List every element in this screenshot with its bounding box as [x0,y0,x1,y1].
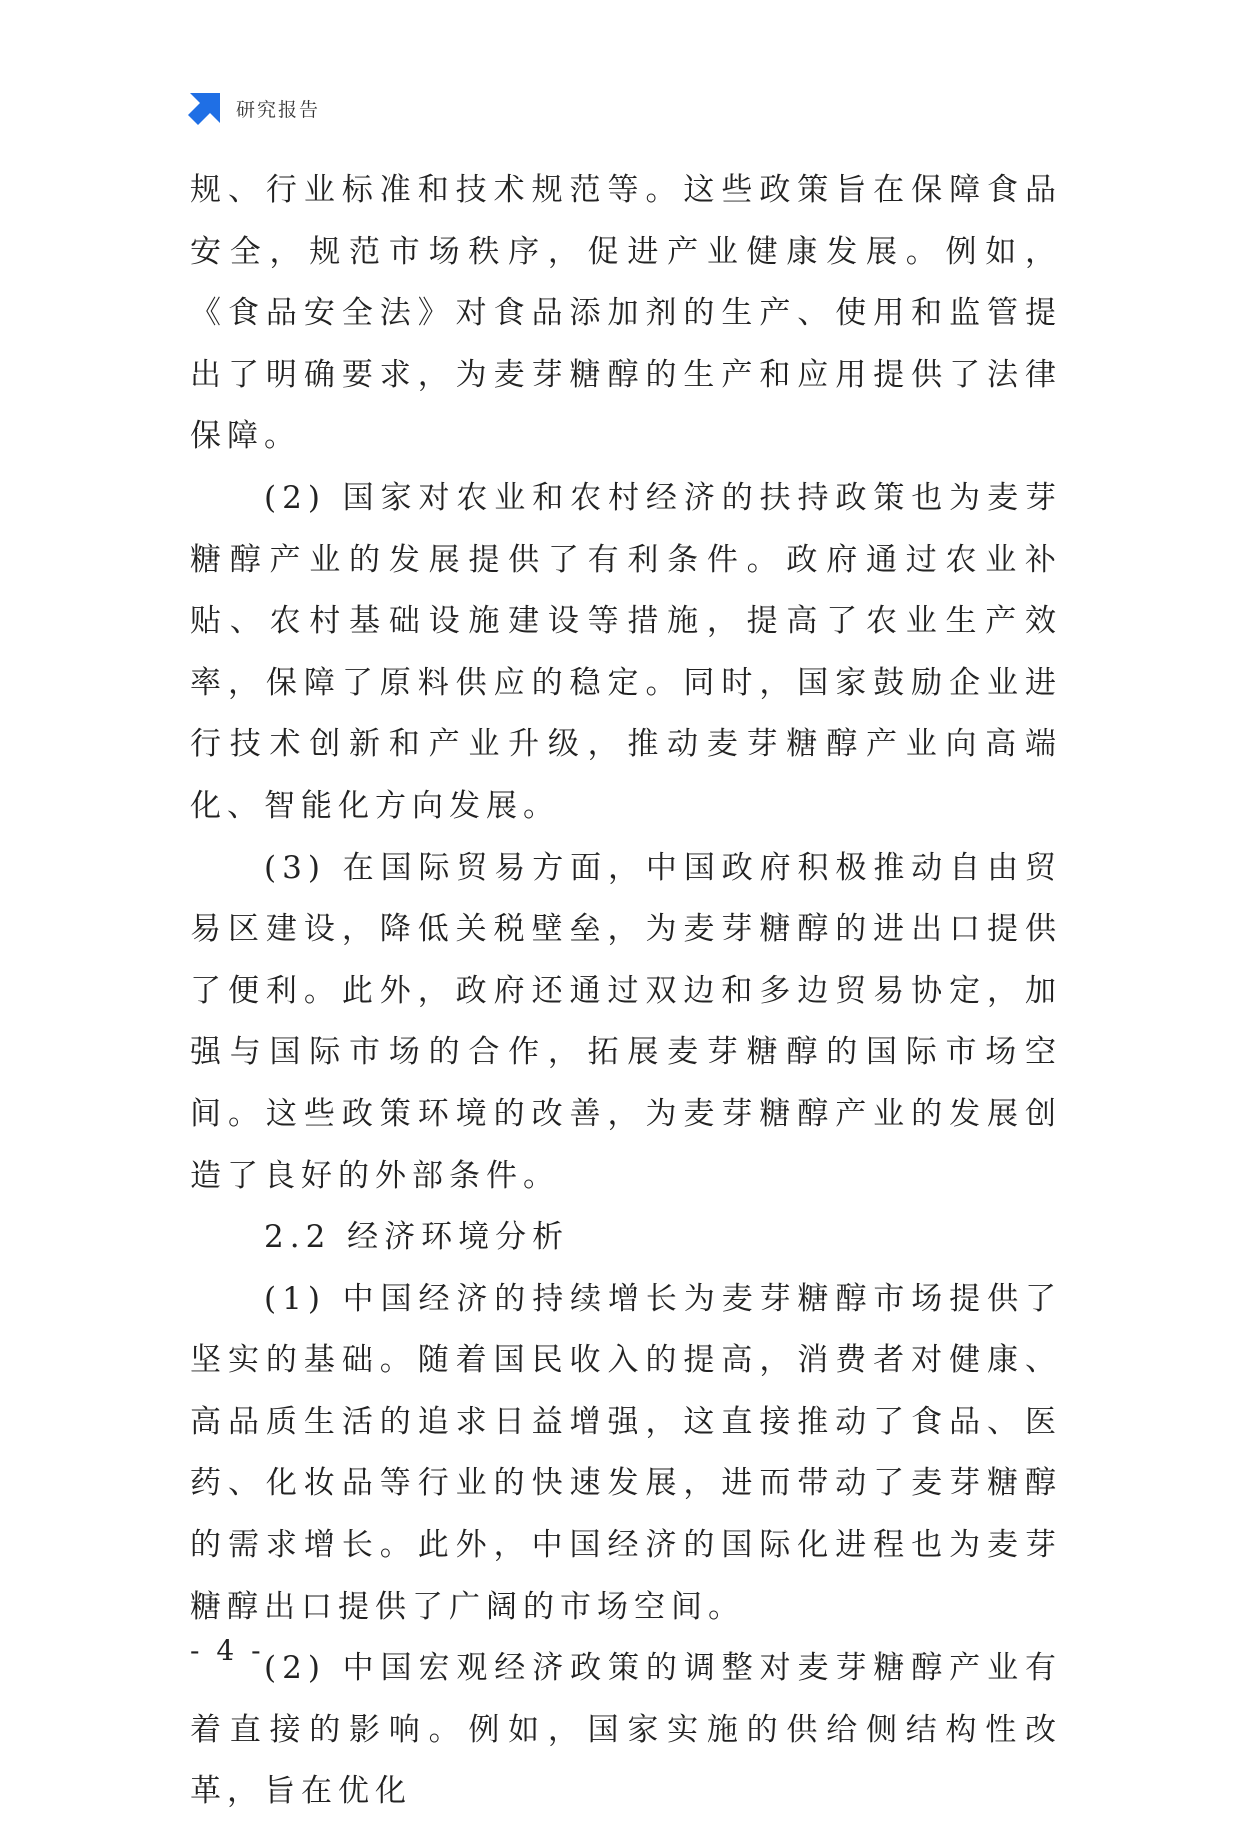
paragraph: (2) 国家对农业和农村经济的扶持政策也为麦芽糖醇产业的发展提供了有利条件。政府通过农业补贴、农村基础设施建设等措施，提高了农业生产效率，保障了原料供应的稳定。同时，国家鼓励企业进行技术创新和产业升级，推动麦芽糖醇产业向高端化、智能化方向发展。 [190,479,1062,824]
page-number: - 4 - [190,1634,265,1667]
document-body [190,160,1062,1823]
paragraph-continuation: 规、行业标准和技术规范等。这些政策旨在保障食品安全，规范市场秩序，促进产业健康发展。例如，《食品安全法》对食品添加剂的生产、使用和监管提出了明确要求，为麦芽糖醇的生产和应用提供了法律保障。 [190,172,1062,455]
arrow-up-right-icon [188,91,222,125]
paragraph: (2) 中国宏观经济政策的调整对麦芽糖醇产业有着直接的影响。例如，国家实施的供给侧结构性改革，旨在优化 [190,1650,1062,1810]
paragraph: (1) 中国经济的持续增长为麦芽糖醇市场提供了坚实的基础。随着国民收入的提高，消费者对健康、高品质生活的追求日益增强，这直接推动了食品、医药、化妆品等行业的快速发展，进而带动了麦芽糖醇的需求增长。此外，中国经济的国际化进程也为麦芽糖醇出口提供了广阔的市场空间。 [190,1280,1062,1625]
report-header [188,90,320,126]
header-title: 研究报告 [236,98,321,121]
paragraph: (3) 在国际贸易方面，中国政府积极推动自由贸易区建设，降低关税壁垒，为麦芽糖醇的进出口提供了便利。此外，政府还通过双边和多边贸易协定，加强与国际市场的合作，拓展麦芽糖醇的国际市场空间。这些政策环境的改善，为麦芽糖醇产业的发展创造了良好的外部条件。 [190,849,1062,1194]
section-heading: 2.2 经济环境分析 [264,1219,570,1256]
